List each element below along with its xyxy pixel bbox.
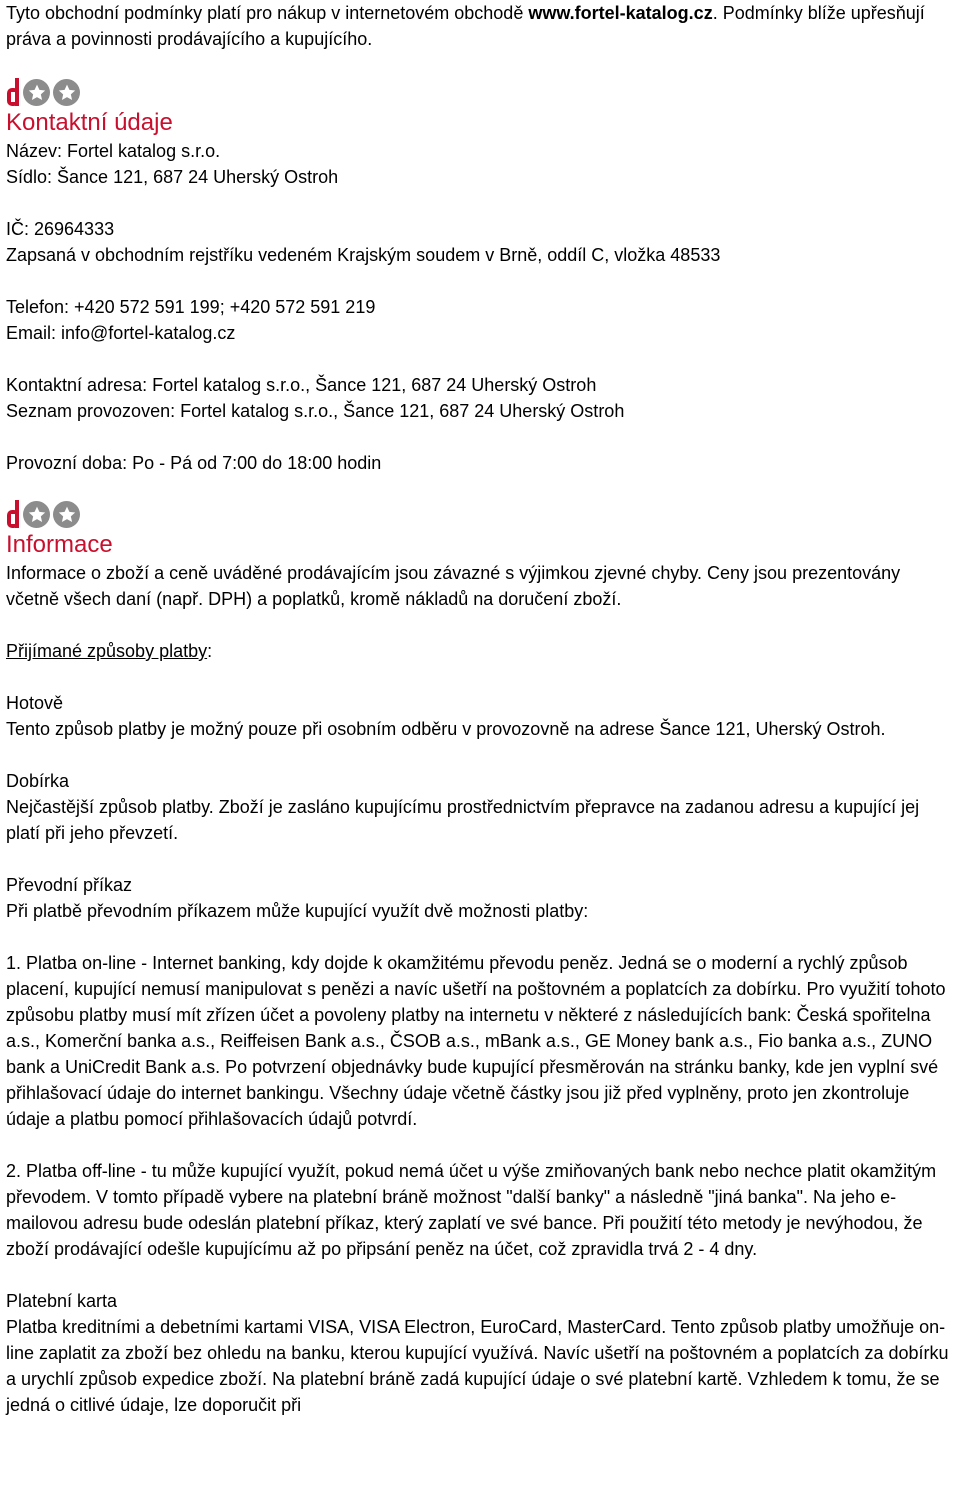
payments-colon: : <box>207 641 213 661</box>
star-icon <box>53 79 80 106</box>
company-address: Sídlo: Šance 121, 687 24 Uherský Ostroh <box>6 167 339 187</box>
company-name: Název: Fortel katalog s.r.o. <box>6 141 221 161</box>
opening-hours: Provozní doba: Po - Pá od 7:00 do 18:00 hodin <box>6 453 382 473</box>
card-title: Platební karta <box>6 1291 118 1311</box>
cod-text: Nejčastější způsob platby. Zboží je zasláno kupujícímu prostřednictvím přepravce na zadanou adresu a kupující jej platí při jeho převzetí. <box>6 797 920 843</box>
contact-heading: Kontaktní údaje <box>6 109 173 136</box>
site-link[interactable]: www.fortel-katalog.cz <box>528 3 713 23</box>
star-icon <box>23 79 50 106</box>
company-email: Email: info@fortel-katalog.cz <box>6 323 236 343</box>
card-text: Platba kreditními a debetními kartami VISA, VISA Electron, EuroCard, MasterCard. Tento způsob platby umožňuje on-line zaplatit za zboží bez ohledu na banku, kterou kupující využívá. Navíc ušetří na poštovném a poplatcích za dobírku a urychlí způsob expedice zboží. Na platební bráně zadá kupující údaje o své platební kartě. Vzhledem k tomu, že se jedná o citlivé údaje, lze doporučit při <box>6 1317 949 1415</box>
branch-list: Seznam provozoven: Fortel katalog s.r.o., Šance 121, 687 24 Uherský Ostroh <box>6 401 625 421</box>
section-logo <box>6 490 956 528</box>
offline-payment-text: 2. Platba off-line - tu může kupující využít, pokud nemá účet u výše zmiňovaných bank nebo nechce platit okamžitým převodem. V tomto případě vybere na platební bráně možnost "další banky" a následně "jiná banka". Na jeho e-mailovou adresu bude odeslán platební příkaz, který zaplatí ve své bance. Při použití této metody je nevýhodou, že zboží prodávající odešle kupujícímu až po připsání peněz na účet, což zpravidla trvá 2 - 4 dny. <box>6 1161 937 1259</box>
star-icon <box>53 501 80 528</box>
intro-text: Tyto obchodní podmínky platí pro nákup v internetovém obchodě <box>6 3 529 23</box>
d-logo-icon <box>6 78 20 106</box>
company-register: Zapsaná v obchodním rejstříku vedeném Krajským soudem v Brně, oddíl C, vložka 48533 <box>6 245 721 265</box>
intro-paragraph <box>6 0 956 52</box>
company-ic: IČ: 26964333 <box>6 219 115 239</box>
star-icon <box>23 501 50 528</box>
info-text: Informace o zboží a ceně uváděné prodávajícím jsou závazné s výjimkou zjevné chyby. Ceny jsou prezentovány včetně všech daní (např. DPH) a poplatků, kromě nákladů na doručení zboží. <box>6 563 901 609</box>
online-payment-text: 1. Platba on-line - Internet banking, kdy dojde k okamžitému převodu peněz. Jedná se o moderní a rychlý způsob placení, kupující nemusí manipulovat s penězi a navíc ušetří na poštovném a poplatcích za dobírku. Pro využití tohoto způsobu platby musí mít zřízen účet a povoleny platby na internetu v některé z následujících bank: Česká spořitelna a.s., Komerční banka a.s., Reiffeisen Bank a.s., ČSOB a.s., mBank a.s., GE Money bank a.s., Fio banka a.s., ZUNO bank a UniCredit Bank a.s. Po potvrzení objednávky bude kupující přesměrován na stránku banky, kde jen vyplní své přihlašovací údaje do internet bankingu. Všechny údaje včetně částky jsou již před vyplněny, proto jen zkontroluje údaje a platbu pomocí přihlašovacích údajů potvrdí. <box>6 953 946 1129</box>
payments-label-line <box>6 638 956 664</box>
terms-document <box>6 0 956 1418</box>
payments-label: Přijímané způsoby platby <box>6 641 208 661</box>
contact-address: Kontaktní adresa: Fortel katalog s.r.o., Šance 121, 687 24 Uherský Ostroh <box>6 375 597 395</box>
d-logo-icon <box>6 500 20 528</box>
transfer-text: Při platbě převodním příkazem může kupující využít dvě možnosti platby: <box>6 901 589 921</box>
company-phone: Telefon: +420 572 591 199; +420 572 591 219 <box>6 297 376 317</box>
cash-title: Hotově <box>6 693 64 713</box>
transfer-title: Převodní příkaz <box>6 875 133 895</box>
cash-text: Tento způsob platby je možný pouze při osobním odběru v provozovně na adrese Šance 121, Uherský Ostroh. <box>6 719 886 739</box>
intro-text-end: . Podmínky blíže upřesňují práva a povinnosti prodávajícího a kupujícího. <box>6 3 925 49</box>
cod-title: Dobírka <box>6 771 70 791</box>
section-logo <box>6 68 956 106</box>
info-heading: Informace <box>6 531 113 558</box>
